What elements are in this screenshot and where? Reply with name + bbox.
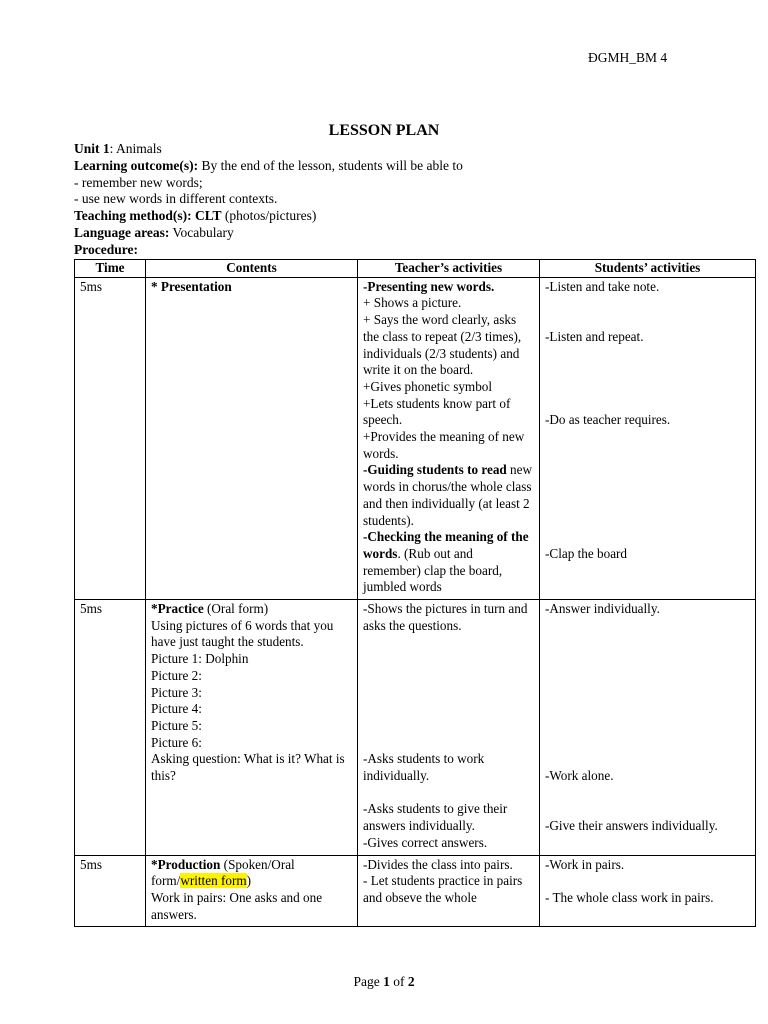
row-teacher-activities: -Shows the pictures in turn and asks the questions. -Asks students to work individually. -Asks students to give their answers individually. -Gives correct answers. — [358, 600, 540, 856]
column-header-time: Time — [75, 260, 146, 278]
page-title: LESSON PLAN — [328, 122, 440, 139]
page-footer: Page 1 of 2 — [353, 974, 415, 989]
learning-outcome-item: - remember new words; — [74, 174, 203, 190]
row-teacher-activities: -Presenting new words. + Shows a picture. + Says the word clearly, asks the class to repeat (2/3 times), individuals (2/3 students) and write it on the board. +Gives phonetic symbol +Lets students know part of speech. +Provides the meaning of new words. -Guiding students to read new words in chorus/the whole class and then individually (at least 2 students). -Checking the meaning of the words. (Rub out and remember) clap the board, jumbled words — [358, 277, 540, 599]
teaching-method-line — [74, 208, 463, 225]
row-students-activities: -Listen and take note. -Listen and repeat. -Do as teacher requires. -Clap the board — [540, 277, 756, 599]
column-header-teacher: Teacher’s activities — [358, 260, 540, 278]
row-time: 5ms — [75, 600, 146, 856]
unit-value: : Animals — [109, 141, 162, 156]
unit-label: Unit 1 — [74, 141, 110, 156]
row-students-activities: -Answer individually. -Work alone. -Give their answers individually. — [540, 600, 756, 856]
learning-outcome-line — [74, 158, 463, 175]
column-header-students: Students’ activities — [540, 260, 756, 278]
procedure-table — [74, 259, 756, 927]
row-contents: *Practice (Oral form) Using pictures of 6 words that you have just taught the students. Picture 1: Dolphin Picture 2: Picture 3: Picture 4: Picture 5: Picture 6: Asking question: What is it? What is this? — [146, 600, 358, 856]
row-contents — [146, 277, 358, 599]
language-areas-line — [74, 225, 463, 242]
document-code: ĐGMH_BM 4 — [588, 50, 668, 65]
unit-line — [74, 141, 463, 158]
column-header-contents: Contents — [146, 260, 358, 278]
stage-title: * Presentation — [151, 278, 232, 294]
lesson-header — [74, 141, 463, 259]
total-page-number: 2 — [407, 974, 415, 989]
row-time: 5ms — [75, 855, 146, 927]
table-row — [75, 277, 756, 599]
row-teacher-activities: -Divides the class into pairs. - Let students practice in pairs and obseve the whole — [358, 855, 540, 927]
row-students-activities: -Work in pairs. - The whole class work in pairs. — [540, 855, 756, 927]
stage-title: *Production — [151, 856, 221, 872]
row-time: 5ms — [75, 277, 146, 599]
teaching-method-label: Teaching method(s): CLT — [74, 208, 222, 224]
table-header-row — [75, 260, 756, 278]
teaching-method-value: (photos/pictures) — [221, 208, 317, 224]
language-areas-label: Language areas: — [74, 224, 170, 240]
language-areas-value: Vocabulary — [169, 224, 234, 240]
learning-outcome-item: - use new words in different contexts. — [74, 191, 278, 207]
stage-title: *Practice — [151, 601, 204, 617]
highlighted-text: written form — [180, 873, 247, 889]
row-contents: *Production (Spoken/Oral form/written form) Work in pairs: One asks and one answers. — [146, 855, 358, 927]
current-page-number: 1 — [383, 974, 390, 989]
procedure-label: Procedure: — [74, 241, 138, 257]
table-row — [75, 600, 756, 856]
table-row — [75, 855, 756, 927]
learning-outcome-label: Learning outcome(s): — [74, 157, 199, 173]
learning-outcome-value: By the end of the lesson, students will be able to — [198, 157, 463, 173]
